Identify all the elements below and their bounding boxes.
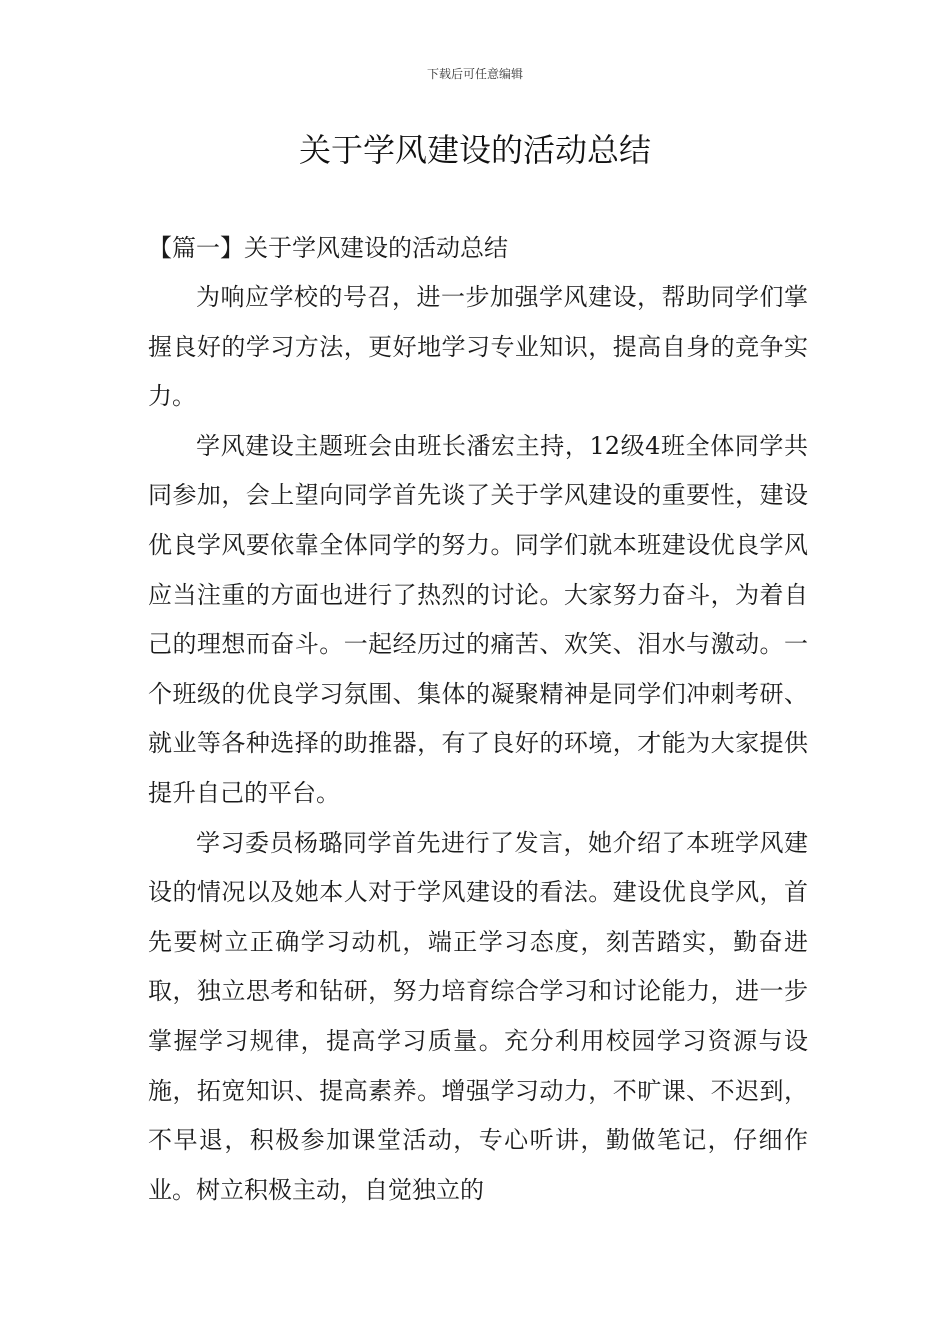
- section-heading: 【篇一】关于学风建设的活动总结: [148, 234, 508, 262]
- paragraph-3: 学习委员杨璐同学首先进行了发言，她介绍了本班学风建设的情况以及她本人对于学风建设的看法。建设优良学风，首先要树立正确学习动机，端正学习态度，刻苦踏实，勤奋进取，独立思考和钻研，努力培育综合学习和讨论能力，进一步掌握学习规律，提高学习质量。充分利用校园学习资源与设施，拓宽知识、提高素养。增强学习动力，不旷课、不迟到，不早退，积极参加课堂活动，专心听讲，勤做笔记，仔细作业。树立积极主动，自觉独立的: [148, 828, 808, 1204]
- paragraph-2: 学风建设主题班会由班长潘宏主持，12级4班全体同学共同参加，会上望向同学首先谈了关于学风建设的重要性，建设优良学风要依靠全体同学的努力。同学们就本班建设优良学风应当注重的方面也进行了热烈的讨论。大家努力奋斗，为着自己的理想而奋斗。一起经历过的痛苦、欢笑、泪水与激动。一个班级的优良学习氛围、集体的凝聚精神是同学们冲刺考研、就业等各种选择的助推器，有了良好的环境，才能为大家提供提升自己的平台。: [148, 431, 808, 807]
- document-title: 关于学风建设的活动总结: [298, 131, 651, 169]
- header-note: 下载后可任意编辑: [426, 67, 523, 81]
- document-body: [148, 224, 808, 1215]
- paragraph-1: 为响应学校的号召，进一步加强学风建设，帮助同学们掌握良好的学习方法，更好地学习专业知识，提高自身的竞争实力。: [148, 283, 808, 411]
